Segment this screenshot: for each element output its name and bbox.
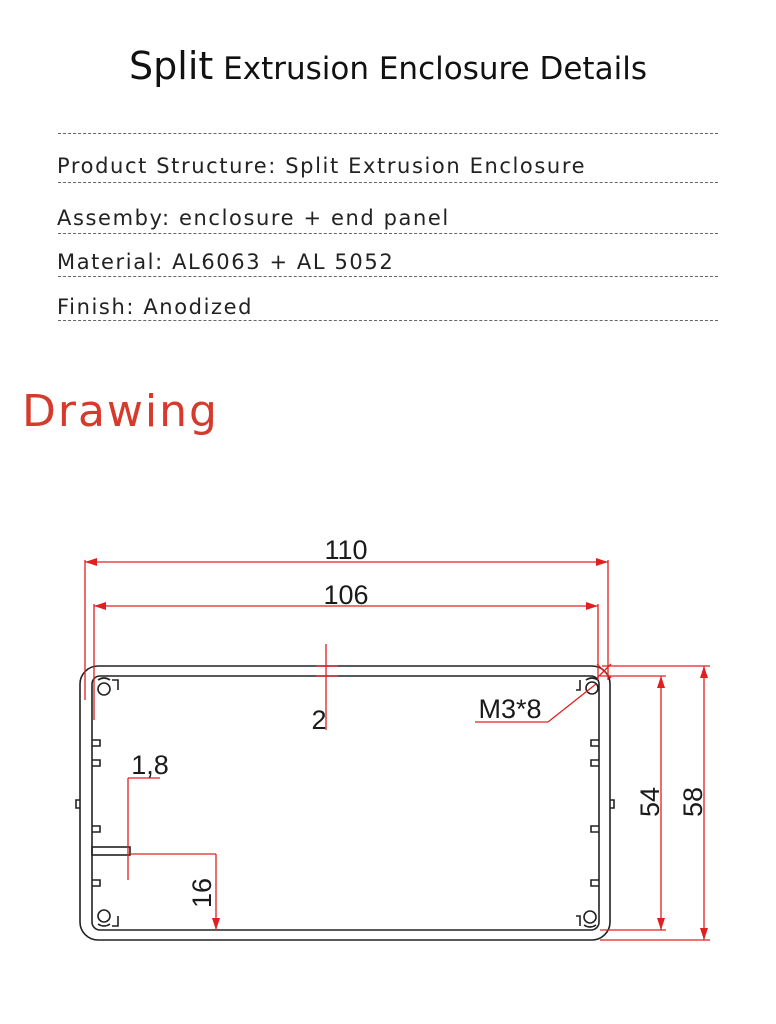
screw-boss-bottom-left — [98, 910, 118, 926]
dimension-arrows — [85, 558, 708, 940]
arrow-110-left — [85, 558, 97, 566]
spec-material: Material: AL6063 + AL 5052 — [57, 250, 395, 274]
dim-text-54: 54 — [635, 786, 665, 818]
dim-text-m3: M3*8 — [478, 694, 542, 724]
title-rest: Extrusion Enclosure Details — [213, 51, 647, 87]
arrow-110-right — [596, 558, 608, 566]
arrow-16-bottom — [212, 918, 220, 930]
dim-text-58: 58 — [678, 786, 708, 818]
dim-text-16: 16 — [187, 877, 217, 909]
arrow-106-left — [94, 602, 106, 610]
dim-text-slot: 1,8 — [131, 750, 169, 780]
dim-text-106: 106 — [323, 580, 369, 610]
dim-text-110: 110 — [324, 535, 368, 565]
screw-boss-bottom-right — [576, 911, 596, 927]
arrow-106-right — [586, 602, 598, 610]
dim-text-2: 2 — [311, 705, 327, 735]
arrow-54-top — [657, 676, 665, 688]
spec-structure: Product Structure: Split Extrusion Enclosure — [57, 154, 587, 178]
arrow-58-top — [700, 666, 708, 678]
screw-boss-top-left — [98, 678, 118, 695]
arrow-58-bottom — [700, 928, 708, 940]
leader-m3 — [548, 684, 596, 722]
left-wall-slots — [76, 740, 130, 886]
spec-assembly: Assemby: enclosure + end panel — [57, 206, 450, 230]
spec-finish: Finish: Anodized — [57, 295, 254, 319]
dimension-lines — [85, 560, 710, 940]
title-lead: Split — [129, 44, 214, 88]
section-heading-drawing: Drawing — [22, 386, 219, 437]
arrow-54-bottom — [657, 918, 665, 930]
